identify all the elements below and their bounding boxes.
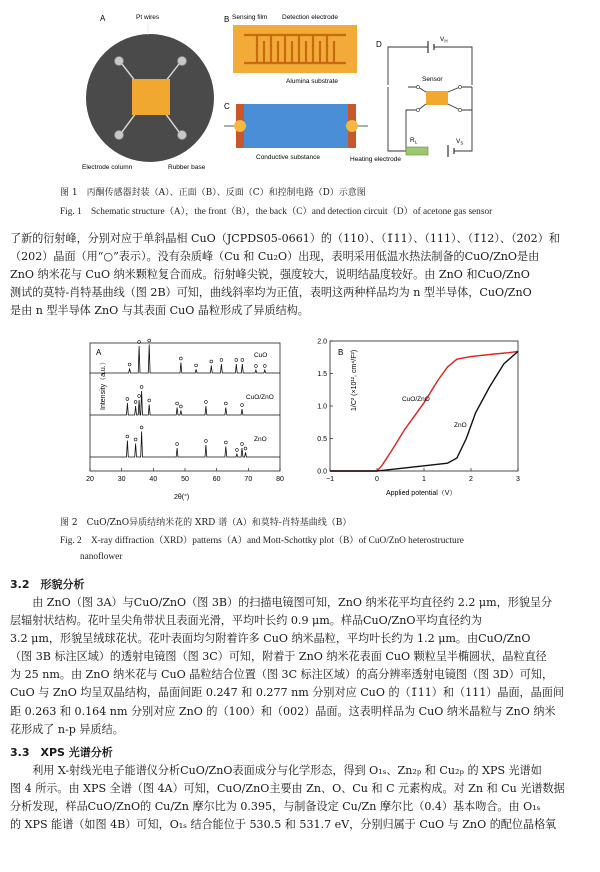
ms-y-ticks (317, 339, 333, 476)
figure-1-panel-d (376, 36, 472, 157)
panel-label-a: A (100, 14, 106, 23)
text-line: 是由 n 型半导体 ZnO 与其表面 CuO 晶粒形成了异质结构。 (10, 304, 309, 318)
xrd-peak-marker (263, 365, 266, 368)
electrode-pad-left (234, 120, 246, 132)
x-tick-label: 2 (469, 476, 473, 483)
label-sensor: Sensor (422, 76, 443, 83)
label-electrode-column: Electrode column (82, 164, 133, 171)
text-line: 为 25 nm。由 ZnO 纳米花与 CuO 晶粒结合位置（图 3C 标注区域）的高分辨率透射电镜图（图 3D）可知， (10, 668, 554, 682)
figure-2-panel-b (317, 339, 520, 498)
xrd-peak-marker (176, 402, 179, 405)
label-heating-electrode: Heating electrode (350, 156, 401, 163)
xrd-trace-label-cuo-zno: CuO/ZnO (246, 394, 274, 401)
xrd-peak-marker (179, 405, 182, 408)
sensor-symbol (426, 91, 448, 105)
ms-y-axis-label: 1/C² (×10¹², cm⁴/F²) (351, 349, 358, 411)
text-line: （202）晶面（用“○”表示）。没有杂质峰（Cu 和 Cu₂O）出现，表明采用低温水热法制备的CuO/ZnO是由 (10, 250, 540, 264)
figure-1-caption-en: Fig. 1 Schematic structure（A），the front（B），the back（C）and detection circuit（D）of acetone gas sensor (60, 207, 493, 217)
section-3-2-body (10, 594, 590, 739)
terminal (416, 108, 419, 111)
section-heading-3-2: 3.2 形貌分析 (10, 578, 85, 591)
xrd-peak-marker (176, 443, 179, 446)
label-vh: $V_H$ (440, 36, 448, 44)
text-line: 的 XPS 能谱（如图 4B）可知，O₁ₛ 结合能位于 530.5 和 531.7 eV，分别归属于 CuO 与 ZnO 的配位晶格氧 (10, 818, 557, 832)
xrd-peak-marker (241, 443, 244, 446)
section-heading-3-3: 3.3 XPS 光谱分析 (10, 746, 113, 759)
y-tick-label: 0.5 (317, 436, 327, 443)
xrd-peak-marker (241, 404, 244, 407)
x-tick-label: 40 (149, 476, 158, 483)
panel-label-b: B (338, 348, 344, 357)
figure-1-caption-cn: 图 1 丙酮传感器封装（A）、正面（B）、反面（C）和控制电路（D）示意图 (60, 188, 366, 198)
figure-2-caption-en-line2: nanoflower (80, 552, 123, 562)
label-alumina-substrate: Alumina substrate (286, 78, 339, 85)
ms-series-label-zno: ZnO (454, 422, 467, 429)
text-line: 分析发现，样品CuO/ZnO的 Cu/Zn 摩尔比为 0.395，与制备设定 Cu/Zn 摩尔比（0.4）基本吻合。由 O₁ₛ (10, 800, 541, 814)
xrd-trace-label-zno: ZnO (254, 436, 267, 443)
xrd-peak-marker (241, 359, 244, 362)
ms-series-line (330, 351, 518, 471)
text-line: 图 4 所示。由 XPS 全谱（图 4A）可知，CuO/ZnO主要由 Zn、O、Cu 和 C 元素构成。对 Zn 和 Cu 光谱数据 (10, 782, 565, 796)
xrd-trace (90, 432, 280, 458)
mott-schottky-plot-frame (330, 341, 518, 471)
terminal (416, 85, 419, 88)
figure-1 (72, 5, 528, 177)
x-tick-label: 3 (516, 476, 520, 483)
x-tick-label: −1 (326, 476, 334, 483)
xrd-peak-marker (126, 398, 129, 401)
label-pt-wires: Pt wires (136, 14, 160, 21)
text-line: ZnO 纳米花与 CuO 纳米颗粒复合而成。衍射峰尖锐，强度较大，说明结晶度较好。由 ZnO 和CuO/ZnO (10, 268, 530, 282)
figure-2 (68, 335, 530, 505)
ms-x-ticks (326, 468, 520, 483)
xrd-peak-marker (224, 441, 227, 444)
xrd-peak-marker (179, 357, 182, 360)
ms-series-line (330, 351, 518, 471)
xrd-peak-marker (236, 449, 239, 452)
text-line: 花形成了 n-p 异质结。 (10, 722, 124, 736)
xrd-peak-marker (138, 395, 141, 398)
xrd-peak-marker (148, 399, 151, 402)
xrd-peak-marker (255, 365, 258, 368)
xrd-peak-marker (244, 447, 247, 450)
paragraph-1 (10, 230, 590, 320)
xrd-peak-marker (134, 438, 137, 441)
text-line: 利用 X-射线光电子能谱仪分析CuO/ZnO表面成分与化学形态，得到 O₁ₛ、Zn₂ₚ 和 Cu₂ₚ 的 XPS 光谱如 (32, 764, 542, 777)
text-line: CuO 与 ZnO 均呈双晶结构，晶面间距 0.247 和 0.277 nm 分别对应 CuO 的（1̄11）和（111）晶面，晶面间 (10, 686, 564, 700)
ms-series (330, 351, 518, 471)
figure-1-panel-b (224, 14, 357, 85)
x-tick-label: 0 (375, 476, 379, 483)
text-line: 距 0.263 和 0.164 nm 分别对应 ZnO 的（100）和（002）晶面。这表明样品为 CuO 纳米晶粒与 ZnO 纳米 (10, 704, 556, 718)
text-line: （图 3B 标注区域）的透射电镜图（图 3C）可知，附着于 ZnO 纳米花表面 CuO 颗粒呈半椭圆状，晶粒直径 (10, 650, 547, 664)
x-tick-label: 1 (422, 476, 426, 483)
xrd-plot-frame (90, 343, 280, 471)
xrd-trace-label-cuo: CuO (254, 352, 268, 359)
xrd-x-ticks (86, 468, 284, 483)
xrd-peak-marker (205, 401, 208, 404)
panel-label-d: D (376, 40, 382, 49)
xrd-peak-marker (195, 364, 198, 367)
x-tick-label: 20 (86, 476, 94, 483)
text-line: 层辐射状结构。花叶呈尖角带状且表面光滑，平均叶长约 0.9 μm。样品CuO/ZnO平均直径约为 (10, 614, 483, 628)
y-tick-label: 0.0 (317, 468, 327, 476)
xrd-y-axis-label: Intensity（a.u.） (100, 358, 107, 410)
figure-1-panel-a (82, 14, 214, 171)
label-rubber-base: Rubber base (168, 164, 206, 171)
text-line: 由 ZnO（图 3A）与CuO/ZnO（图 3B）的扫描电镜图可知，ZnO 纳米花平均直径约 2.2 μm，形貌呈分 (32, 596, 553, 609)
label-sensing-film: Sensing film (232, 14, 268, 21)
label-detection-electrode: Detection electrode (282, 14, 339, 21)
section-3-3-body (10, 762, 590, 834)
x-tick-label: 80 (276, 476, 284, 483)
sensor-chip (132, 79, 170, 115)
xrd-peak-marker (126, 435, 129, 438)
figure-2-caption-en-line1: Fig. 2 X-ray diffraction（XRD）patterns（A）and Mott-Schottky plot（B）of CuO/ZnO heterostructure (60, 536, 464, 546)
panel-label-b: B (224, 15, 230, 24)
sensor-lead (448, 87, 460, 92)
panel-label-c: C (224, 102, 230, 111)
y-tick-label: 1.5 (317, 371, 327, 378)
panel-label-a: A (96, 348, 102, 357)
x-tick-label: 30 (117, 476, 126, 483)
xrd-peak-marker (205, 440, 208, 443)
figure-2-caption-cn: 图 2 CuO/ZnO异质结纳米花的 XRD 谱（A）和莫特-肖特基曲线（B） (60, 518, 352, 528)
y-tick-label: 2.0 (317, 338, 327, 346)
text-line: 了新的衍射峰，分别对应于单斜晶相 CuO（JCPDS05-0661）的（110）、（1̄11）、（111）、（1̄12）、（2̄02）和 (10, 232, 560, 245)
load-resistor (406, 147, 428, 155)
xrd-peak-marker (128, 363, 131, 366)
text-line: 3.2 μm，形貌呈绒球花状。花叶表面均匀附着许多 CuO 纳米晶粒，平均叶长约为 1.2 μm。由CuO/ZnO (10, 632, 531, 646)
terminal (458, 85, 461, 88)
xrd-trace (90, 345, 280, 374)
electrode-pad-right (346, 120, 358, 132)
xrd-peak-marker (224, 402, 227, 405)
xrd-peak-marker (235, 359, 238, 362)
label-rl: $R_L$ (410, 137, 418, 145)
figure-1-panel-c (224, 102, 401, 163)
x-tick-label: 60 (212, 476, 221, 483)
xrd-x-axis-label: 2θ(°) (174, 494, 190, 501)
text-line: 测试的莫特-肖特基曲线（图 2B）可知，曲线斜率均为正值，表明这两种样品均为 n 型半导体，CuO/ZnO (10, 286, 532, 300)
ms-series-label-cuo-zno: CuO/ZnO (402, 396, 430, 403)
xrd-peak-marker (210, 360, 213, 363)
xrd-peak-marker (148, 339, 151, 342)
xrd-peak-marker (140, 386, 143, 389)
xrd-peak-marker (134, 401, 137, 404)
ms-x-axis-label: Applied potential（V） (386, 490, 457, 497)
sensor-lead (448, 104, 460, 110)
xrd-peak-marker (220, 359, 223, 362)
xrd-peak-marker (140, 426, 143, 429)
sensing-film (233, 25, 357, 73)
label-conductive-substance: Conductive substance (256, 154, 320, 161)
x-tick-label: 50 (181, 476, 189, 483)
conductive-substance (244, 104, 348, 148)
figure-2-panel-a (86, 339, 284, 501)
terminal (458, 108, 461, 111)
label-vs: $V_S$ (456, 138, 464, 146)
x-tick-label: 70 (244, 476, 253, 483)
y-tick-label: 1.0 (317, 403, 327, 411)
